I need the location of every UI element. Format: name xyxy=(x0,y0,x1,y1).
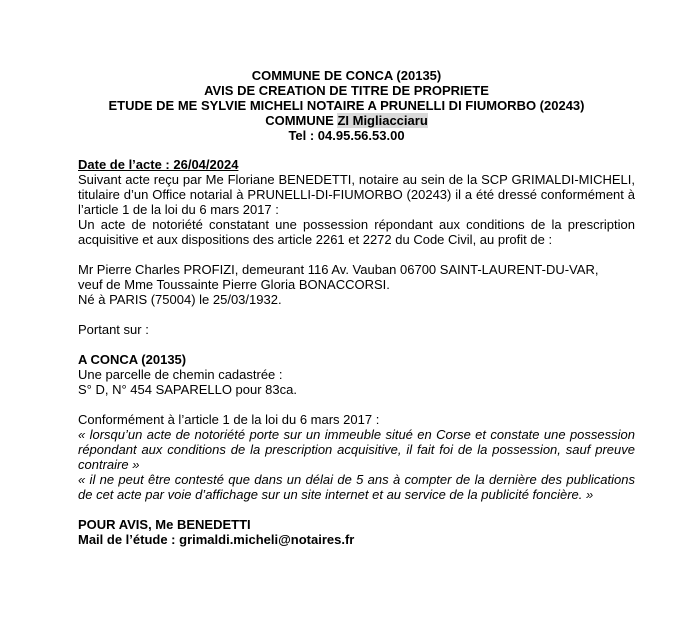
notice-body xyxy=(78,157,635,547)
spacer xyxy=(78,247,635,262)
parcel-description: Une parcelle de chemin cadastrée : xyxy=(78,367,283,382)
beneficiary-name: Mr Pierre Charles PROFIZI, demeurant 116 Av. Vauban 06700 SAINT-LAURENT-DU-VAR, xyxy=(78,262,599,277)
spacer xyxy=(78,307,635,322)
beneficiary-birth: Né à PARIS (75004) le 25/03/1932. xyxy=(78,292,282,307)
act-date: Date de l’acte : 26/04/2024 xyxy=(78,157,239,172)
office-email: Mail de l’étude : grimaldi.micheli@notaires.fr xyxy=(78,532,355,547)
commune-line xyxy=(0,113,693,128)
law-quote-2: « il ne peut être contesté que dans un délai de 5 ans à compter de la dernière des publications de cet acte par voie d’affichage sur un site internet et au service de la publicité foncière. » xyxy=(78,472,635,502)
law-quote-1: « lorsqu’un acte de notoriété porte sur un immeuble situé en Corse et constate une possession répondant aux conditions de la prescription acquisitive, il fait foi de la possession, sauf preuve contraire » xyxy=(78,427,635,472)
commune-prefix: COMMUNE xyxy=(265,113,334,128)
notice-title: AVIS DE CREATION DE TITRE DE PROPRIETE xyxy=(204,83,489,98)
spacer xyxy=(78,337,635,352)
phone-line: Tel : 04.95.56.53.00 xyxy=(288,128,405,143)
paragraph-notoriety: Un acte de notoriété constatant une possession répondant aux conditions de la prescription acquisitive et aux dispositions des article 2261 et 2272 du Code Civil, au profit de : xyxy=(78,217,635,247)
paragraph-deed: Suivant acte reçu par Me Floriane BENEDETTI, notaire au sein de la SCP GRIMALDI-MICHELI, titulaire d’un Office notarial à PRUNELLI-DI-FIUMORBO (20243) il a été dressé conformément à l’article 1 de la loi du 6 mars 2017 : xyxy=(78,172,635,217)
notice-header xyxy=(0,68,693,143)
signature: POUR AVIS, Me BENEDETTI xyxy=(78,517,251,532)
spacer xyxy=(78,502,635,517)
notary-office-title: ETUDE DE ME SYLVIE MICHELI NOTAIRE A PRUNELLI DI FIUMORBO (20243) xyxy=(108,98,585,113)
spacer xyxy=(78,397,635,412)
location-title: A CONCA (20135) xyxy=(78,352,187,367)
law-reference: Conformément à l’article 1 de la loi du 6 mars 2017 : xyxy=(78,412,380,427)
beneficiary-status: veuf de Mme Toussainte Pierre Gloria BONACCORSI. xyxy=(78,277,390,292)
portant-sur: Portant sur : xyxy=(78,322,149,337)
parcel-reference: S° D, N° 454 SAPARELLO pour 83ca. xyxy=(78,382,297,397)
commune-highlight: ZI Migliacciaru xyxy=(337,113,428,128)
commune-title: COMMUNE DE CONCA (20135) xyxy=(251,68,442,83)
